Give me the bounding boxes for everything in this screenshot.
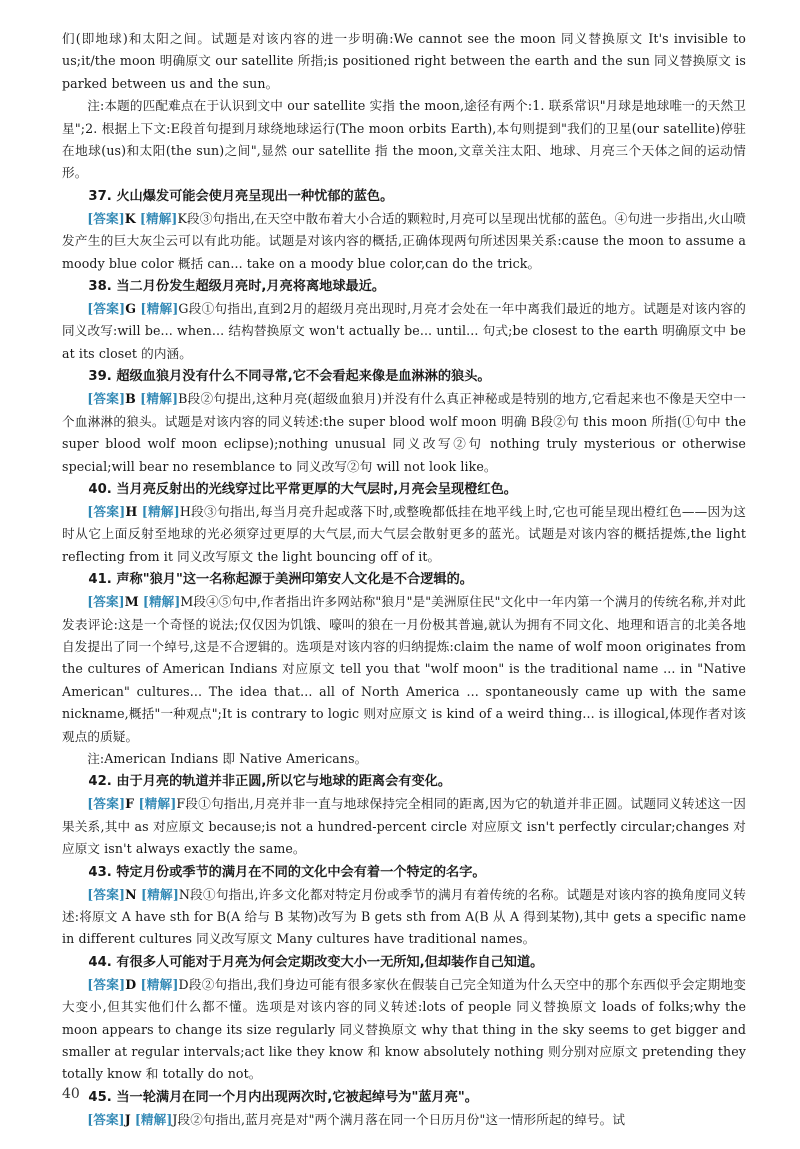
- question-heading: 43. 特定月份或季节的满月在不同的文化中会有着一个特定的名字。: [88, 864, 486, 880]
- analysis-text: M段④⑤句中,作者指出许多网站称"狼月"是"美洲原住民"文化中一年内第一个满月的传统名称,并对此发表评论:这是一个奇怪的说法;仅仅因为饥饿、嚎叫的狼在一月份极其普遍,就认为拥有不同文化、地理和语言的北美各地自发提出了同一个绰号,这是不合逻辑的。选项是对该内容的归纳提炼:claim the name of wolf moon originates from the cultures of American Indians 对应原文 tell you that "wolf moon" is the traditional name ... in "Native American" cultures... The idea that... all of North America ... spontaneously came up with the same nickname,概括"一种观点";It is contrary to logic 则对应原文 is kind of a weird thing... is illogical,体现作者对该观点的质疑。: [62, 594, 746, 744]
- answer-explanation: [62, 298, 746, 365]
- analysis-tag: [精解]: [139, 210, 178, 226]
- analysis-tag: [精解]: [140, 301, 179, 317]
- question-heading: 42. 由于月亮的轨道并非正圆,所以它与地球的距离会有变化。: [88, 774, 452, 790]
- answer-letter: K: [124, 210, 136, 226]
- page-number: 40: [62, 1086, 80, 1102]
- analysis-text: J段②句指出,蓝月亮是对"两个满月落在同一个日历月份"这一情形所起的绰号。试: [172, 1111, 626, 1127]
- intro-note: 注:本题的匹配难点在于认识到文中 our satellite 实指 the moon,途径有两个:1. 联系常识"月球是地球唯一的天然卫星";2. 根据上下文:E段首句提到月球绕地球运行(The moon orbits Earth),本句则提到"我们的卫星(our satellite)停驻在地球(us)和太阳(the sun)之间",显然 our satellite 指 the moon,文章关注太阳、地球、月亮三个天体之间的运动情形。: [62, 98, 746, 181]
- answer-explanation: [62, 591, 746, 748]
- answer-tag: [答案]: [87, 976, 126, 992]
- question-heading: 41. 声称"狼月"这一名称起源于美洲印第安人文化是不合逻辑的。: [88, 572, 473, 588]
- answer-explanation: [62, 501, 746, 568]
- answer-letter: J: [124, 1111, 131, 1127]
- analysis-text: F段①句指出,月亮并非一直与地球保持完全相同的距离,因为它的轨道并非正圆。试题同义转述这一因果关系,其中 as 对应原文 because;is not a hundred-percent circle 对应原文 isn't perfectly circular;changes 对应原文 isn't always exactly the same。: [62, 796, 746, 857]
- analysis-tag: [精解]: [140, 391, 179, 407]
- analysis-text: H段③句指出,每当月亮升起或落下时,或整晚都低挂在地平线上时,它也可能呈现出橙红色——因为这时从它上面反射至地球的光必须穿过更厚的大气层,而大气层会散射更多的蓝光。试题是对该内容的概括提炼,the light reflecting from it 同义改写原文 the light bouncing off of it。: [62, 503, 747, 564]
- answer-tag: [答案]: [87, 391, 126, 407]
- answer-tag: [答案]: [87, 886, 126, 902]
- analysis-tag: [精解]: [140, 886, 179, 902]
- answer-items: [62, 185, 746, 1131]
- analysis-text: K段③句指出,在天空中散布着大小合适的颗粒时,月亮可以呈现出忧郁的蓝色。④句进一步指出,火山喷发产生的巨大灰尘云可以有此功能。试题是对该内容的概括,正确体现两句所述因果关系:cause the moon to assume a moody blue color 概括 can... take on a moody blue color,can do the trick。: [62, 210, 746, 271]
- answer-tag: [答案]: [87, 796, 126, 812]
- analysis-tag: [精解]: [141, 503, 180, 519]
- answer-letter: D: [125, 976, 137, 992]
- analysis-tag: [精解]: [134, 1111, 173, 1127]
- answer-explanation: [62, 388, 746, 478]
- answer-letter: H: [125, 503, 138, 519]
- question-heading: 44. 有很多人可能对于月亮为何会定期改变大小一无所知,但却装作自己知道。: [88, 954, 544, 970]
- answer-tag: [答案]: [87, 503, 126, 519]
- question-heading: 39. 超级血狼月没有什么不同寻常,它不会看起来像是血淋淋的狼头。: [88, 369, 491, 385]
- question-heading: 45. 当一轮满月在同一个月内出现两次时,它被起绰号为"蓝月亮"。: [88, 1089, 478, 1105]
- question-heading: 38. 当二月份发生超级月亮时,月亮将离地球最近。: [88, 279, 386, 295]
- answer-explanation: [62, 884, 746, 951]
- question-heading: 40. 当月亮反射出的光线穿过比平常更厚的大气层时,月亮会呈现橙红色。: [88, 481, 517, 497]
- analysis-tag: [精解]: [142, 594, 181, 610]
- analysis-text: B段②句提出,这种月亮(超级血狼月)并没有什么真正神秘或是特别的地方,它看起来也不像是天空中一个血淋淋的狼头。试题是对该内容的同义转述:the super blood wolf moon 明确 B段②句 this moon 所指(①句中 the super blood wolf moon eclipse);nothing unusual 同义改写②句 nothing truly mysterious or otherwise special;will bear no resemblance to 同义改写②句 will not look like。: [62, 391, 746, 474]
- answer-letter: G: [125, 301, 137, 317]
- answer-explanation: [62, 793, 746, 860]
- answer-tag: [答案]: [87, 1111, 125, 1127]
- analysis-tag: [精解]: [138, 796, 177, 812]
- answer-letter: B: [125, 391, 136, 407]
- intro-paragraph: 们(即地球)和太阳之间。试题是对该内容的进一步明确:We cannot see the moon 同义替换原文 It's invisible to us;it/the moon 明确原文 our satellite 所指;is positioned right between the earth and the sun 同义替换原文 is parked between us and the sun。: [62, 31, 746, 91]
- question-heading: 37. 火山爆发可能会使月亮呈现出一种忧郁的蓝色。: [88, 188, 394, 204]
- answer-explanation: [62, 974, 746, 1086]
- analysis-text: D段②句指出,我们身边可能有很多家伙在假装自己完全知道为什么天空中的那个东西似乎会定期地变大变小,但其实他们什么都不懂。选项是对该内容的同义转述:lots of people 同义替换原文 loads of folks;why the moon appears to change its size regularly 同义替换原文 why that thing in the sky seems to get bigger and smaller at regular intervals;act like they know 和 know absolutely nothing 则分别对应原文 pretending they totally know 和 totally do not。: [62, 976, 746, 1082]
- answer-letter: N: [125, 886, 137, 902]
- answer-letter: F: [125, 796, 135, 812]
- analysis-text: G段①句指出,直到2月的超级月亮出现时,月亮才会处在一年中离我们最近的地方。试题是对该内容的同义改写:will be... when... 结构替换原文 won't actually be... until... 句式;be closest to the earth 明确原文中 be at its closet 的内涵。: [62, 301, 746, 361]
- answer-explanation: [62, 1109, 746, 1131]
- answer-tag: [答案]: [87, 594, 125, 610]
- answer-tag: [答案]: [87, 210, 125, 226]
- answer-explanation: [62, 208, 746, 275]
- analysis-text: N段①句指出,许多文化都对特定月份或季节的满月有着传统的名称。试题是对该内容的换角度同义转述:将原文 A have sth for B(A 给与 B 某物)改写为 B gets sth from A(B 从 A 得到某物),其中 gets a specific name in different cultures 同义改写原文 Many cultures have traditional names。: [62, 886, 746, 947]
- answer-note: 注:American Indians 即 Native Americans。: [87, 750, 368, 766]
- analysis-tag: [精解]: [140, 976, 179, 992]
- answer-letter: M: [124, 594, 139, 610]
- answer-tag: [答案]: [87, 301, 126, 317]
